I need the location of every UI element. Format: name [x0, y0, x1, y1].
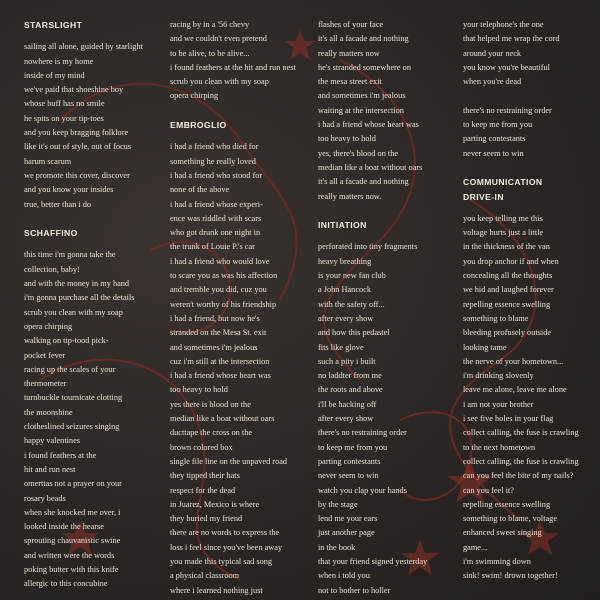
lyric-line: weren't worthy of his friendship: [170, 299, 277, 309]
lyric-line: that your friend signed yesterday: [318, 556, 428, 566]
lyric-line: such a pity i built: [318, 356, 376, 366]
lyric-line: can you feel it?: [463, 485, 514, 495]
lyric-line: something he really loved: [170, 156, 256, 166]
lyrics-column-1: [24, 18, 164, 592]
lyric-line: turnbuckle tournicate clotting: [24, 393, 123, 403]
lyric-line: i'm gonna purchase all the details: [24, 293, 135, 303]
lyric-line: there's no restraining order: [318, 428, 407, 438]
lyric-line: happy valentines: [24, 436, 80, 446]
lyric-line: waiting at the intersection: [318, 105, 404, 115]
lyric-line: i see five holes in your flag: [463, 414, 554, 424]
lyric-line: i had a friend, but now he's: [170, 313, 260, 323]
lyric-line: he's stranded somewhere on: [318, 62, 411, 72]
lyric-line: thermometer: [24, 379, 67, 389]
song-title-line: DRIVE-IN: [463, 191, 504, 202]
lyric-line: they tipped their hats: [170, 471, 240, 481]
lyric-line: median like a boat without oars: [318, 162, 423, 172]
lyric-line: respect for the dead: [170, 485, 236, 495]
lyric-line: harum scarum: [24, 156, 72, 166]
lyric-line: to keep me from you: [463, 120, 533, 130]
lyric-line: scrub you clean with my soap: [170, 77, 269, 87]
lyric-line: watch you clap your hands: [318, 485, 407, 495]
lyric-line: i had a friend whose experi-: [170, 199, 263, 209]
song-lyrics: [24, 40, 164, 212]
lyric-line: and you know your insides: [24, 185, 114, 195]
song-title-initiation: INITIATION: [318, 220, 367, 231]
lyric-line: hit and run nest: [24, 464, 76, 474]
lyric-line: too heavy to hold: [318, 134, 376, 144]
lyric-line: it's all a facade and nothing: [318, 34, 409, 44]
lyric-line: to the next hometown: [463, 442, 536, 452]
lyric-line: in Juarez, Mexico is where: [170, 499, 260, 509]
lyric-line: i had a friend whose heart was: [170, 371, 271, 381]
lyric-line: opera chirping: [24, 321, 73, 331]
lyric-line: i am not your brother: [463, 399, 534, 409]
lyric-line: racing by in a '56 chevy: [170, 20, 250, 29]
lyric-line: like it's out of style, out of focus: [24, 142, 132, 152]
lyric-line: collect calling, the fuse is crawling: [463, 428, 579, 438]
lyric-line: scrub you clean with my soap: [24, 307, 123, 317]
lyric-line: it's all a facade and nothing: [318, 177, 409, 187]
lyric-line: this time i'm gonna take the: [24, 250, 116, 260]
lyric-line: a physical classroom: [170, 571, 240, 581]
lyric-line: opera chirping: [170, 91, 219, 101]
lyric-line: heavy breathing: [318, 256, 372, 266]
lyric-line: they buried my friend: [170, 514, 243, 524]
lyric-line: leave me alone, leave me alone: [463, 385, 567, 395]
lyric-line: a John Hancock: [318, 285, 371, 295]
lyric-line: walking on tip-tood pick-: [24, 336, 109, 346]
lyric-line: to scare you as was his affection: [170, 271, 278, 281]
song-lyrics: [170, 140, 310, 598]
lyric-line: never seem to win: [463, 148, 524, 158]
lyric-line: and how this pedastel: [318, 328, 390, 338]
lyric-line: by the stage: [318, 499, 358, 509]
lyric-line: parting contestants: [318, 456, 381, 466]
lyrics-column-2: [170, 18, 310, 598]
lyrics-column-4: [463, 18, 600, 584]
lyric-line: and sometimes i'm jealous: [318, 91, 406, 101]
lyric-line: collection, baby!: [24, 264, 80, 274]
lyric-line: game...: [463, 542, 488, 552]
lyric-line: in the book: [318, 542, 356, 552]
lyric-line: i found feathers at the hit and run nest: [170, 62, 296, 72]
lyric-line: inside of my mind: [24, 70, 85, 80]
lyric-line: who got drunk one night in: [170, 228, 261, 238]
song-lyrics: [318, 18, 458, 204]
lyric-line: sprouting chauvanistic swine: [24, 536, 121, 546]
song-lyrics: [170, 18, 310, 104]
lyric-line: fits like glove: [318, 342, 364, 352]
lyric-line: true, better than i do: [24, 199, 92, 209]
lyric-line: just another page: [318, 528, 375, 538]
lyric-line: we hid and laughed forever: [463, 285, 554, 295]
lyric-line: i had a friend who would love: [170, 256, 270, 266]
lyric-line: median like a boat without oars: [170, 414, 275, 424]
lyric-line: i had a friend whose heart was: [318, 120, 419, 130]
lyric-line: really matters now: [318, 48, 380, 58]
lyric-line: no laddter from me: [318, 371, 382, 381]
lyric-line: ducttape the cross on the: [170, 428, 253, 438]
lyric-line: none of the above: [170, 185, 230, 195]
lyric-line: when you're dead: [463, 77, 522, 87]
lyric-line: [463, 89, 600, 103]
lyric-line: and with the money in my hand: [24, 279, 130, 289]
lyric-line: voltage hurts just a little: [463, 228, 544, 238]
lyric-line: cuz i'm still at the intersection: [170, 356, 270, 366]
song-title-starslight: STARSLIGHT: [24, 20, 83, 30]
lyric-line: can you feel the bite of my nails?: [463, 471, 574, 481]
lyric-line: pocket fever: [24, 350, 66, 360]
song-lyrics: [463, 212, 600, 584]
lyric-line: enhanced sweet singing: [463, 528, 542, 538]
lyric-line: loss i feel since you've been away: [170, 542, 283, 552]
lyric-line: after every show: [318, 313, 374, 323]
song-lyrics: [318, 240, 458, 597]
lyric-line: repelling essence swelling: [463, 499, 551, 509]
lyric-line: something to blame: [463, 313, 529, 323]
lyric-line: i found feathers at the: [24, 450, 97, 460]
lyric-line: he spits on your tip-toes: [24, 113, 104, 123]
lyric-line: you drop anchor if and when: [463, 256, 559, 266]
lyric-line: you know you're beautiful: [463, 62, 550, 72]
lyric-line: where i learned nothing just: [170, 585, 263, 595]
song-lyrics: [463, 18, 600, 161]
lyrics-column-3: [318, 18, 458, 598]
lyric-line: something to blame, voltage: [463, 514, 558, 524]
lyric-line: the roots and above: [318, 385, 383, 395]
lyric-line: sink! swim! drown together!: [463, 571, 558, 581]
lyric-line: when she knocked me over, i: [24, 507, 121, 517]
lyric-line: lend me your ears: [318, 514, 378, 524]
lyric-line: too heavy to hold: [170, 385, 228, 395]
lyric-line: we've paid that shoeshine boy: [24, 85, 124, 95]
lyric-line: repelling essence swelling: [463, 299, 551, 309]
lyric-line: in the thickness of the van: [463, 242, 550, 252]
lyric-line: looking tame: [463, 342, 507, 352]
lyric-line: parting contestants: [463, 134, 526, 144]
lyric-line: i'm drinking slovenly: [463, 371, 534, 381]
lyric-line: really matters now.: [318, 191, 382, 201]
lyric-line: we promote this cover, discover: [24, 170, 130, 180]
song-lyrics: [24, 248, 164, 591]
lyric-line: collect calling, the fuse is crawling: [463, 456, 579, 466]
lyric-line: and sometimes i'm jealous: [170, 342, 258, 352]
lyric-line: to be alive, to be alive...: [170, 48, 250, 58]
lyric-line: you made this typical sad song: [170, 556, 273, 566]
lyric-line: and we couldn't even pretend: [170, 34, 267, 44]
song-title-line: COMMUNICATION: [463, 177, 543, 188]
lyric-line: the mesa street exit: [318, 77, 382, 87]
lyric-line: you keep telling me this: [463, 213, 543, 223]
lyric-line: clotheslined seizures singing: [24, 422, 120, 432]
lyric-line: sailing all alone, guided by starlight: [24, 42, 143, 52]
lyric-line: after every show: [318, 414, 374, 424]
lyric-line: ence was riddled with scars: [170, 213, 262, 223]
lyric-line: the nerve of your hometown...: [463, 356, 564, 366]
lyric-line: and written were the words: [24, 550, 115, 560]
lyric-line: flashes of your face: [318, 20, 384, 29]
lyric-line: rosary beads: [24, 493, 66, 503]
lyric-line: there's no restraining order: [463, 105, 552, 115]
song-title-schaffino: SCHAFFINO: [24, 228, 78, 239]
lyric-line: never seem to win: [318, 471, 379, 481]
lyric-line: allergic to this concubine: [24, 579, 108, 589]
lyric-line: stranded on the Mesa St. exit: [170, 328, 267, 338]
lyric-line: whose buff has no smile: [24, 99, 105, 109]
lyric-line: and you keep bragging folklore: [24, 128, 129, 138]
lyric-line: yes, there's blood on the: [318, 148, 399, 158]
lyric-line: that helped me wrap the cord: [463, 34, 560, 44]
lyric-line: i'll be hacking off: [318, 399, 377, 409]
lyric-line: is your new fan club: [318, 271, 386, 281]
lyric-line: there are no words to express the: [170, 528, 280, 538]
lyric-line: concealing all the thoughts: [463, 271, 553, 281]
lyric-line: around your neck: [463, 48, 522, 58]
lyric-line: omerttas not a prayer on your: [24, 479, 122, 489]
lyric-line: yes there is blood on the: [170, 399, 251, 409]
lyric-line: the moonshine: [24, 407, 73, 417]
lyric-line: looked inside the hearse: [24, 522, 104, 532]
lyric-line: racing up the scales of your: [24, 364, 116, 374]
song-title-communication-drive-in: [463, 175, 600, 204]
lyric-line: i'm swimming down: [463, 556, 531, 566]
lyric-line: single file line on the unpaved road: [170, 456, 288, 466]
song-title-embroglio: EMBROGLIO: [170, 120, 227, 131]
lyric-line: poking butter with this knife: [24, 564, 119, 574]
lyric-line: brown colored box: [170, 442, 233, 452]
lyric-line: with the safety off...: [318, 299, 385, 309]
lyric-line: the trunk of Louie P.'s car: [170, 242, 255, 252]
lyric-line: your telephone's the one: [463, 20, 544, 29]
lyric-line: to keep me from you: [318, 442, 388, 452]
lyric-line: nowhere is my home: [24, 56, 94, 66]
lyric-line: not to bother to holler: [318, 585, 391, 595]
lyric-line: perforated into tiny fragments: [318, 242, 418, 252]
lyric-line: and tremble you did, cuz you: [170, 285, 267, 295]
lyric-line: bleeding profusely outside: [463, 328, 552, 338]
lyric-line: when i told you: [318, 571, 370, 581]
lyric-line: i had a friend who died for: [170, 142, 259, 152]
lyric-line: i had a friend who stood for: [170, 170, 263, 180]
